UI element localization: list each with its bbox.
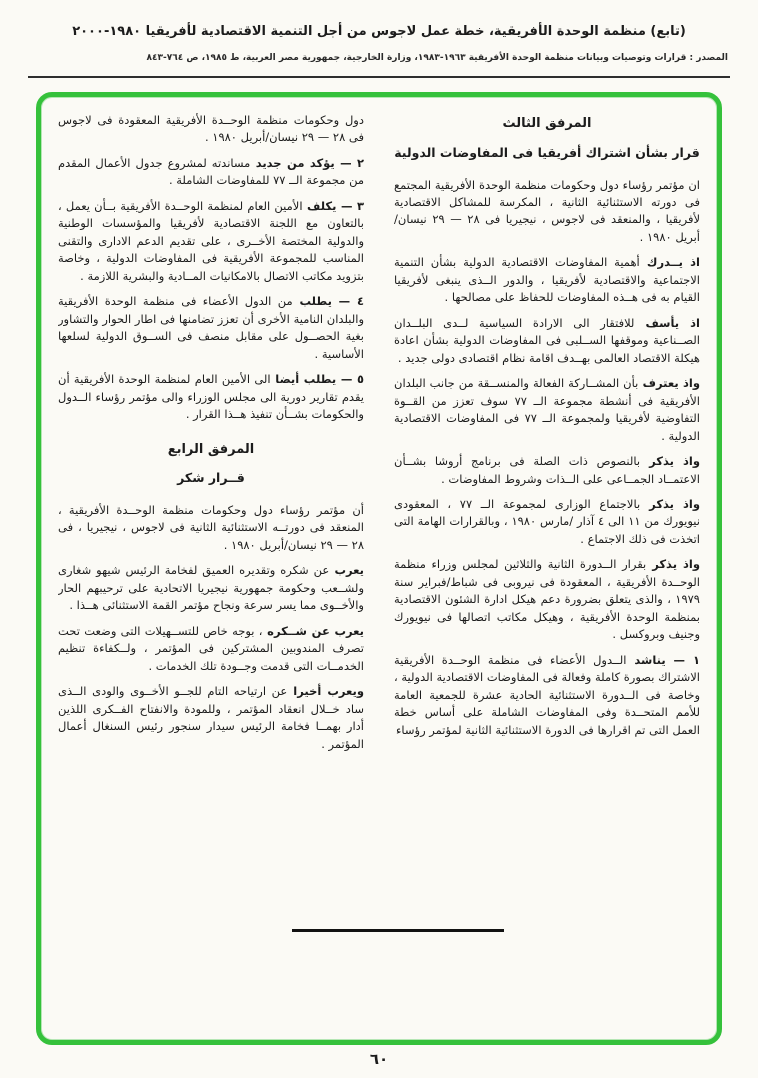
paragraph bbox=[394, 254, 700, 306]
paragraph-lead: واذ يعترف bbox=[638, 376, 700, 391]
paragraph-body: عن شكره وتقديره العميق لفخامة الرئيس شيهو شغارى ولشــعب وحكومة جمهورية نيجيريا الاتحادية على ترحيبهم الحار والأخــوى مما يسر سرعة ونجاح مؤتمر القمة الاستثنائى هــذا . bbox=[58, 563, 364, 613]
header-rule bbox=[28, 76, 730, 78]
paragraph-lead: ١ — يناشد bbox=[626, 652, 700, 667]
paragraph-body: للافتقار الى الارادة السياسية لــدى البلــدان الصــناعية وموقفها الســلبى فى المفاوضات الدولية بشأن اعادة هيكلة الاقتصاد العالمى بهــدف اقامة نظام اقتصادى دولى جديد . bbox=[394, 315, 700, 365]
paragraph-lead: ويعرب أخيرا bbox=[287, 684, 364, 699]
paragraph-lead: ٣ — يكلف bbox=[302, 198, 364, 213]
page-header-title: (تابع) منظمة الوحدة الأفريقية، خطة عمل لاجوس من أجل التنمية الاقتصادية لأفريقيا ١٩٨٠-٢٠٠٠ bbox=[72, 24, 686, 39]
paragraph-lead: واذ يذكر bbox=[646, 557, 700, 572]
page-number: ٦٠ bbox=[369, 1050, 389, 1068]
bottom-divider bbox=[292, 929, 504, 932]
paragraph-body: أهمية المفاوضات الاقتصادية الدولية بشأن التنمية الاجتماعية والاقتصادية لأفريقيا ، والدور الــذى ينبغى لأفريقيا القيام به فى هــذه المفاوضات للحفاظ على مصالحها . bbox=[394, 255, 700, 305]
annex-3-title: قرار بشأن اشتراك أفريقيا فى المفاوضات الدولية bbox=[394, 144, 700, 160]
paragraph bbox=[394, 375, 700, 445]
paragraph-body: ان مؤتمر رؤساء دول وحكومات منظمة الوحدة الأفريقية المجتمع فى دورته الاستثنائية الثانية ، المكرسة للمشاكل الاقتصادية لأفريقيا ، والمنعقد فى لاجوس ، نيجيريا فى ٢٨ — ٢٩ نيسان/أبريل ١٩٨٠ . bbox=[394, 177, 700, 244]
paragraph-lead: ٥ — يطلب أيضا bbox=[270, 372, 364, 387]
paragraph-lead: واذ يذكر bbox=[640, 497, 700, 511]
paragraph bbox=[394, 453, 700, 488]
paragraph bbox=[58, 293, 364, 363]
paragraph bbox=[58, 198, 364, 285]
paragraph bbox=[58, 562, 364, 614]
paragraph-lead: ٤ — يطلب bbox=[292, 294, 364, 309]
paragraph-body: مساندته لمشروع جدول الأعمال المقدم من مجموعة الــ ٧٧ للمفاوضات الشاملة . bbox=[58, 155, 364, 188]
paragraph-body: الى الأمين العام لمنظمة الوحدة الأفريقية أن يقدم تقارير دورية الى مجلس الوزراء والى مؤتمر رؤساء الــدول والحكومات بشــأن تنفيذ هــذا القرار . bbox=[58, 372, 364, 422]
paragraph bbox=[58, 502, 364, 554]
paragraph-body: بالنصوص ذات الصلة فى برنامج أروشا بشــأن الاعتمــاد الجمــاعى على الــذات وشروط المفاوضات . bbox=[394, 454, 700, 486]
paragraph bbox=[394, 496, 700, 548]
paragraph-body: الأمين العام لمنظمة الوحــدة الأفريقية بــأن يعمل ، بالتعاون مع اللجنة الاقتصادية لأفريقيا والمؤسسات الوطنية والدولية المختصة الأخــرى ، على تقديم الدعم الادارى والتقنى المناسب للمجموعة الأفريقية فى المفاوضات الدولية ، وخاصة بتزويد مكاتب الاتصال بالامكانيات المــادية والبشرية اللازمة . bbox=[58, 198, 364, 283]
paragraph bbox=[394, 652, 700, 739]
paragraph bbox=[58, 371, 364, 423]
paragraph-lead: يعرب bbox=[329, 563, 364, 578]
paragraph bbox=[58, 112, 364, 147]
paragraph-body: ، بوجه خاص للتســهيلات التى وضعت تحت تصرف المندوبين المشتركين فى المؤتمر ، ولــكفاءة تنظيم الخدمــات التى قدمت وجــودة تلك الخدمات . bbox=[58, 623, 364, 673]
paragraph-lead: واذ يذكر bbox=[640, 454, 700, 469]
paragraph-lead: ٢ — يؤكد من جديد bbox=[250, 155, 364, 170]
paragraph bbox=[394, 556, 700, 643]
paragraph-lead: اذ يأسف bbox=[634, 315, 700, 330]
paragraph-body: الــدول الأعضاء فى منظمة الوحــدة الأفريقية الاشتراك بصورة كاملة وفعالة فى المفاوضات الاقتصادية الدولية ، وخاصة فى الــدورة الاستثنائية الحادية عشرة للجمعية العامة للأمم المتحــدة وفى المفاوضات الشاملة على أساس خطة العمل التى تم اقرارها فى الدورة الاستثنائية الثانية لمؤتمر رؤساء bbox=[394, 652, 700, 737]
page-content bbox=[58, 112, 700, 1030]
paragraph-body: أن مؤتمر رؤساء دول وحكومات منظمة الوحــدة الأفريقية ، المنعقد فى دورتــه الاستثنائية الثانية فى لاجوس ، نيجيريا ، فى ٢٨ — ٢٩ نيسان/أبريل ١٩٨٠ . bbox=[58, 503, 364, 552]
paragraph bbox=[58, 623, 364, 675]
paragraph-lead: اذ يــدرك bbox=[639, 255, 700, 270]
paragraph-body: بقرار الــدورة الثانية والثلاثين لمجلس وزراء منظمة الوحــدة الأفريقية ، المعقودة فى نيروبى فى شباط/فبراير سنة ١٩٧٩ ، والذى يتعلق بضرورة دعم هيكل ادارة الشئون الاقتصادية بمنظمة الوحدة الأفريقية ، وهيكل مكاتب اتصالها فى نيويورك وجنيف وبروكسل . bbox=[394, 557, 700, 642]
column-left bbox=[58, 112, 364, 1030]
paragraph bbox=[394, 315, 700, 367]
paragraph-body: عن ارتياحه التام للجــو الأخــوى والودى الــذى ساد خــلال انعقاد المؤتمر ، وللمودة والانفتاح الفــكرى اللذين أدار بهمــا فخامة الرئيس سيدار سنجور رئيس السنغال أعمال المؤتمر . bbox=[58, 684, 364, 751]
column-right bbox=[394, 112, 700, 1030]
paragraph-body: بالاجتماع الوزارى لمجموعة الــ ٧٧ ، المعقودى نيويورك من ١١ الى ٤ آذار /مارس ١٩٨٠ ، وبالقرارات الهامة التى اتخذت فى ذلك الاجتماع . bbox=[394, 497, 700, 546]
paragraph bbox=[394, 177, 700, 247]
annex-4-title: قــرار شكر bbox=[177, 470, 245, 486]
source-line: المصدر : قرارات وتوصيات وبيانات منظمة الوحدة الأفريقية ١٩٦٣-١٩٨٣، وزارة الخارجية، جمهورية مصر العربية، ط ١٩٨٥، ص ٧٦٤-٨٤٣ bbox=[146, 53, 728, 63]
paragraph-body: بأن المشــاركة الفعالة والمنســقة من جانب البلدان الأفريقية فى أنشطة مجموعة الــ ٧٧ سوف تعزز من القــوة التفاوضية لأفريقيا ولمجموعة الــ ٧٧ فى المفاوضات الاقتصادية الدولية . bbox=[394, 376, 700, 443]
annex-4-heading: المرفق الرابع bbox=[167, 441, 255, 457]
paragraph-body: دول وحكومات منظمة الوحــدة الأفريقية المعقودة فى لاجوس فى ٢٨ — ٢٩ نيسان/أبريل ١٩٨٠ . bbox=[58, 113, 364, 145]
paragraph bbox=[58, 683, 364, 753]
paragraph-body: من الدول الأعضاء فى منظمة الوحدة الأفريقية والبلدان النامية الأخرى أن تعزز تضامنها فى اطار الحوار والتشاور بغية الحصــول على مقابل منصف فى الســوق الدولية لسلعها الأساسية . bbox=[58, 294, 364, 361]
paragraph-lead: يعرب عن شــكره bbox=[262, 623, 364, 638]
paragraph bbox=[58, 155, 364, 190]
annex-3-heading: المرفق الثالث bbox=[502, 116, 592, 131]
